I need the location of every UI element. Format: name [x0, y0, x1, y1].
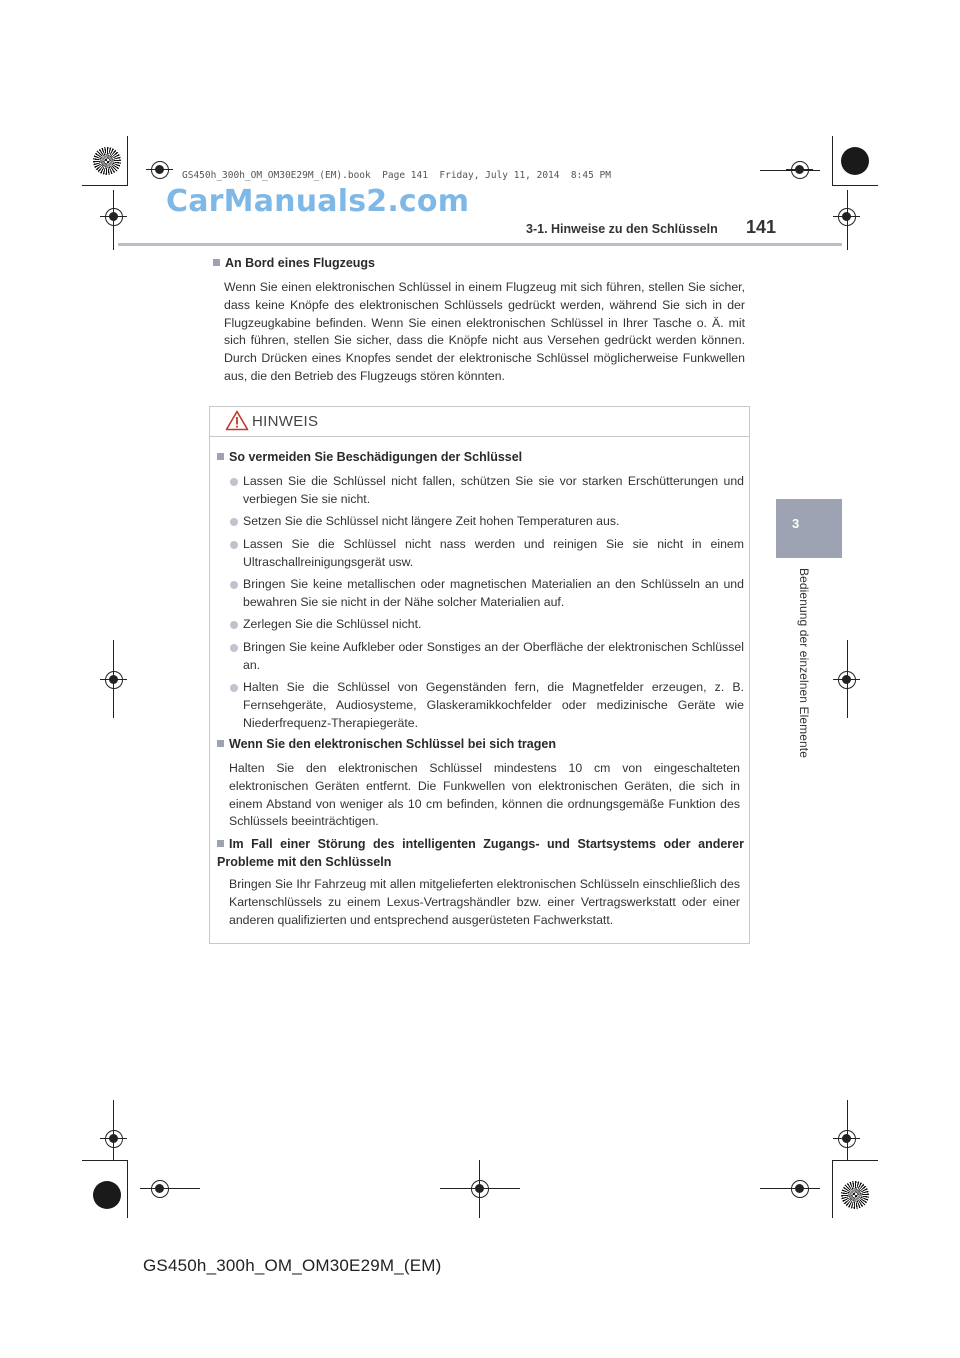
page-number: 141: [746, 217, 777, 237]
warning-triangle-icon: [225, 410, 249, 431]
watermark-logo: CarManuals2.com: [166, 184, 470, 219]
crop-mark: [82, 185, 128, 186]
crop-mark: [140, 1188, 200, 1189]
registration-target-icon: [105, 208, 123, 226]
chapter-tab: [776, 499, 842, 558]
crop-mark: [760, 170, 820, 171]
crop-mark: [113, 1100, 114, 1160]
registration-star-icon: [841, 1181, 869, 1209]
crop-mark: [440, 1188, 520, 1189]
registration-disc-icon: [841, 147, 869, 175]
crop-mark: [832, 1160, 833, 1218]
bullet-dot-icon: [230, 581, 238, 589]
list-item: [230, 473, 744, 509]
registration-target-icon: [471, 1180, 489, 1198]
list-item: [230, 616, 744, 634]
heading-avoid-damage: [217, 450, 522, 464]
heading-text: An Bord eines Flugzeugs: [225, 256, 376, 270]
crop-mark: [127, 136, 128, 186]
item-text: Halten Sie die Schlüssel von Gegenständen fern, die Magnetfelder erzeugen, z. B. Fernsehgeräte, Audiosysteme, Glaskeramikkochfelder oder medizinische Geräte wie Niederfrequenz-Therapiegeräte.: [243, 680, 744, 730]
registration-target-icon: [105, 671, 123, 689]
list-item: [230, 513, 744, 531]
crop-mark: [832, 1160, 878, 1161]
registration-target-icon: [151, 161, 169, 179]
list-item: [230, 639, 744, 675]
list-item: [230, 536, 744, 572]
square-bullet-icon: [217, 740, 224, 747]
paragraph-airplane: Wenn Sie einen elektronischen Schlüssel in einem Flugzeug mit sich führen, stellen Sie sicher, dass keine Knöpfe des elektronischen Schlüssels gedrückt werden, während Sie sich in der Flugzeugkabine befinden. Wenn Sie einen elektronischen Schlüssel in Ihrer Tasche o. Ä. mit sich führen, stellen Sie sicher, dass die Knöpfe nicht aus Versehen gedrückt werden können. Durch Drücken eines Knopfes sendet der elektronische Schlüssel möglicherweise Funkwellen aus, die den Betrieb des Flugzeugs stören könnten.: [224, 280, 745, 383]
square-bullet-icon: [217, 840, 224, 847]
crop-mark: [847, 640, 848, 718]
list-item: [230, 679, 744, 732]
bullet-dot-icon: [230, 478, 238, 486]
paragraph-carrying-key: Halten Sie den elektronischen Schlüssel mindestens 10 cm von eingeschalteten elektronischen Geräten entfernt. Die Funkwellen von elektronischen Geräten, die sich in einem Abstand von weniger als 10 cm befinden, können die ordnungsgemäße Funktion des Schlüssels beeinträchtigen.: [229, 761, 740, 829]
crop-mark: [832, 136, 833, 186]
bullet-dot-icon: [230, 684, 238, 692]
bullet-dot-icon: [230, 621, 238, 629]
registration-disc-icon: [93, 1181, 121, 1209]
item-text: Bringen Sie keine metallischen oder magnetischen Materialien an den Schlüsseln an und bewahren Sie sie nicht in der Nähe solcher Materialien auf.: [243, 577, 744, 609]
heading-system-fault: [217, 836, 744, 872]
section-title: 3-1. Hinweise zu den Schlüsseln: [526, 222, 718, 236]
registration-target-icon: [791, 1180, 809, 1198]
crop-mark: [760, 1188, 820, 1189]
square-bullet-icon: [217, 453, 224, 460]
crop-mark: [479, 1160, 480, 1218]
item-text: Bringen Sie keine Aufkleber oder Sonstiges an der Oberfläche der elektronischen Schlüssel an.: [243, 640, 744, 672]
chapter-number: 3: [792, 516, 800, 531]
crop-mark: [832, 185, 878, 186]
header-rule: [118, 243, 842, 246]
crop-mark: [113, 190, 114, 250]
heading-airplane: [213, 256, 375, 270]
bullet-dot-icon: [230, 541, 238, 549]
item-text: Setzen Sie die Schlüssel nicht längere Zeit hohen Temperaturen aus.: [243, 514, 620, 528]
crop-mark: [82, 1160, 128, 1161]
notice-label: HINWEIS: [252, 413, 319, 430]
square-bullet-icon: [213, 259, 220, 266]
registration-star-icon: [93, 147, 121, 175]
item-text: Lassen Sie die Schlüssel nicht fallen, schützen Sie sie vor starken Erschütterungen und verbiegen Sie sie nicht.: [243, 474, 744, 506]
registration-target-icon: [151, 1180, 169, 1198]
heading-carrying-key: [217, 737, 556, 751]
chapter-label: Bedienung der einzelnen Elemente: [797, 568, 811, 759]
crop-mark: [113, 640, 114, 718]
paragraph-system-fault: Bringen Sie Ihr Fahrzeug mit allen mitgelieferten elektronischen Schlüsseln einschließlich des Kartenschlüssels zu einem Lexus-Vertragshändler bzw. einer Vertragswerkstatt oder einer anderen qualifizierten und entsprechend ausgerüsteten Fachwerkstatt.: [229, 877, 740, 927]
bullet-dot-icon: [230, 644, 238, 652]
item-text: Lassen Sie die Schlüssel nicht nass werden und reinigen Sie sie nicht in einem Ultraschallreinigungsgerät usw.: [243, 537, 744, 569]
crop-mark: [127, 1160, 128, 1218]
document-code: GS450h_300h_OM_OM30E29M_(EM): [143, 1256, 442, 1275]
list-item: [230, 576, 744, 612]
registration-target-icon: [105, 1130, 123, 1148]
heading-text: So vermeiden Sie Beschädigungen der Schlüssel: [229, 450, 523, 464]
book-info-line: GS450h_300h_OM_OM30E29M_(EM).book Page 141 Friday, July 11, 2014 8:45 PM: [182, 170, 611, 181]
heading-text: Im Fall einer Störung des intelligenten Zugangs- und Startsystems oder anderer Probleme mit den Schlüsseln: [217, 837, 744, 869]
heading-text: Wenn Sie den elektronischen Schlüssel bei sich tragen: [229, 737, 556, 751]
item-text: Zerlegen Sie die Schlüssel nicht.: [243, 617, 422, 631]
bullet-dot-icon: [230, 518, 238, 526]
crop-mark: [847, 190, 848, 250]
crop-mark: [847, 1100, 848, 1160]
